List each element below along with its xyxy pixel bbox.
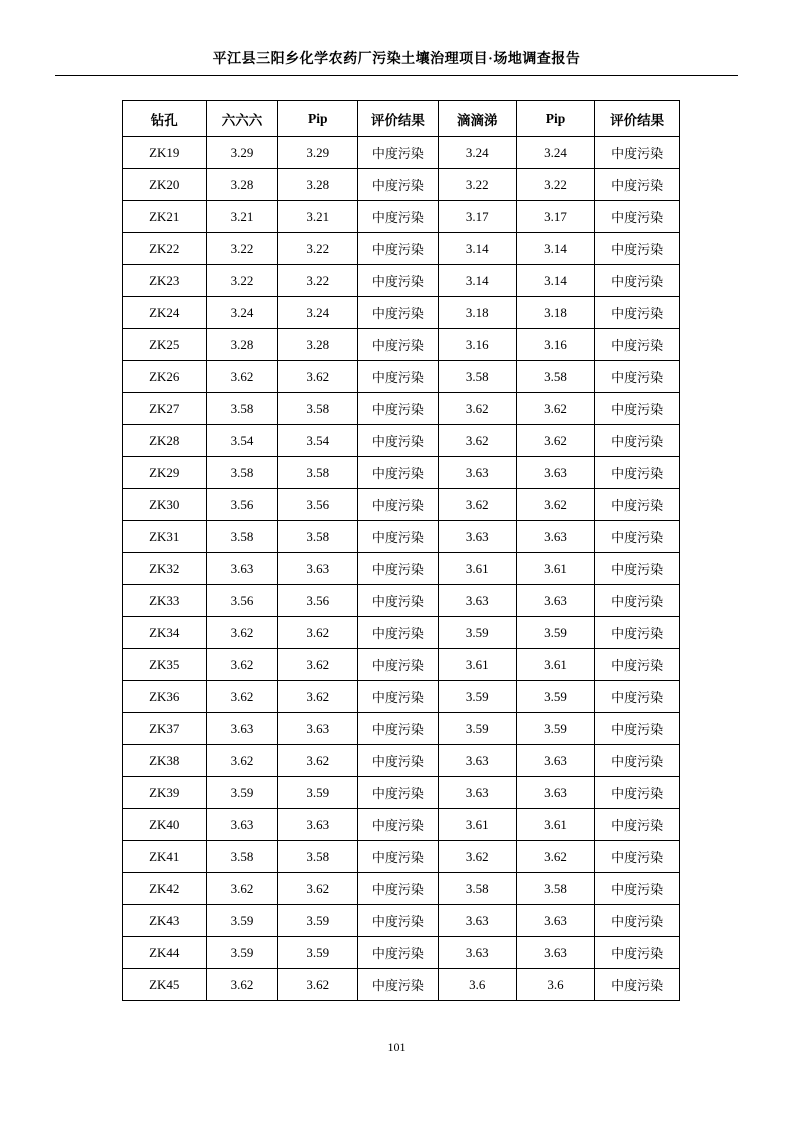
- pip-value-cell-1: 3.29: [278, 137, 358, 169]
- bhc-value-cell: 3.58: [206, 393, 278, 425]
- evaluation-cell-1: 中度污染: [358, 873, 439, 905]
- drillhole-id-cell: ZK28: [123, 425, 207, 457]
- bhc-value-cell: 3.63: [206, 713, 278, 745]
- pip-value-cell-1: 3.22: [278, 265, 358, 297]
- ddt-value-cell: 3.63: [438, 777, 516, 809]
- evaluation-cell-1: 中度污染: [358, 201, 439, 233]
- evaluation-cell-2: 中度污染: [595, 617, 680, 649]
- drillhole-id-cell: ZK24: [123, 297, 207, 329]
- ddt-value-cell: 3.61: [438, 809, 516, 841]
- pip-value-cell-2: 3.63: [516, 937, 595, 969]
- evaluation-cell-2: 中度污染: [595, 937, 680, 969]
- bhc-value-cell: 3.29: [206, 137, 278, 169]
- pip-value-cell-2: 3.62: [516, 425, 595, 457]
- evaluation-cell-1: 中度污染: [358, 393, 439, 425]
- pip-value-cell-2: 3.59: [516, 617, 595, 649]
- evaluation-cell-2: 中度污染: [595, 265, 680, 297]
- ddt-value-cell: 3.63: [438, 905, 516, 937]
- header-title: 平江县三阳乡化学农药厂污染土壤治理项目·场地调查报告: [212, 52, 581, 67]
- evaluation-cell-1: 中度污染: [358, 457, 439, 489]
- ddt-value-cell: 3.63: [438, 521, 516, 553]
- bhc-value-cell: 3.22: [206, 265, 278, 297]
- pip-value-cell-1: 3.54: [278, 425, 358, 457]
- evaluation-cell-2: 中度污染: [595, 137, 680, 169]
- evaluation-cell-2: 中度污染: [595, 873, 680, 905]
- pip-value-cell-2: 3.61: [516, 553, 595, 585]
- table-row: [123, 681, 680, 713]
- pip-value-cell-1: 3.58: [278, 521, 358, 553]
- pip-value-cell-1: 3.62: [278, 681, 358, 713]
- table-row: [123, 297, 680, 329]
- bhc-value-cell: 3.62: [206, 969, 278, 1001]
- pip-value-cell-2: 3.58: [516, 873, 595, 905]
- ddt-value-cell: 3.14: [438, 233, 516, 265]
- evaluation-cell-2: 中度污染: [595, 649, 680, 681]
- evaluation-cell-1: 中度污染: [358, 681, 439, 713]
- table-row: [123, 937, 680, 969]
- table-row: [123, 841, 680, 873]
- table-row: [123, 809, 680, 841]
- bhc-value-cell: 3.28: [206, 169, 278, 201]
- bhc-value-cell: 3.54: [206, 425, 278, 457]
- table-row: [123, 873, 680, 905]
- pip-value-cell-2: 3.62: [516, 841, 595, 873]
- table-row: [123, 905, 680, 937]
- pip-value-cell-2: 3.24: [516, 137, 595, 169]
- pip-value-cell-1: 3.58: [278, 393, 358, 425]
- table-body: [123, 137, 680, 1001]
- ddt-value-cell: 3.62: [438, 841, 516, 873]
- pip-value-cell-2: 3.59: [516, 713, 595, 745]
- evaluation-cell-2: 中度污染: [595, 297, 680, 329]
- pip-value-cell-1: 3.21: [278, 201, 358, 233]
- evaluation-cell-1: 中度污染: [358, 777, 439, 809]
- drillhole-id-cell: ZK30: [123, 489, 207, 521]
- evaluation-cell-1: 中度污染: [358, 905, 439, 937]
- pip-value-cell-1: 3.63: [278, 809, 358, 841]
- pip-value-cell-1: 3.62: [278, 361, 358, 393]
- bhc-value-cell: 3.62: [206, 361, 278, 393]
- pip-value-cell-1: 3.62: [278, 649, 358, 681]
- drillhole-id-cell: ZK27: [123, 393, 207, 425]
- bhc-value-cell: 3.63: [206, 809, 278, 841]
- ddt-value-cell: 3.14: [438, 265, 516, 297]
- pip-value-cell-2: 3.62: [516, 489, 595, 521]
- evaluation-cell-1: 中度污染: [358, 553, 439, 585]
- pip-value-cell-2: 3.59: [516, 681, 595, 713]
- evaluation-cell-2: 中度污染: [595, 905, 680, 937]
- drillhole-id-cell: ZK35: [123, 649, 207, 681]
- pip-value-cell-2: 3.63: [516, 905, 595, 937]
- bhc-value-cell: 3.56: [206, 585, 278, 617]
- evaluation-cell-1: 中度污染: [358, 137, 439, 169]
- drillhole-id-cell: ZK38: [123, 745, 207, 777]
- column-header-pip-2: Pip: [516, 101, 595, 137]
- ddt-value-cell: 3.63: [438, 937, 516, 969]
- evaluation-cell-2: 中度污染: [595, 361, 680, 393]
- bhc-value-cell: 3.58: [206, 521, 278, 553]
- ddt-value-cell: 3.16: [438, 329, 516, 361]
- evaluation-cell-1: 中度污染: [358, 937, 439, 969]
- drillhole-id-cell: ZK25: [123, 329, 207, 361]
- ddt-value-cell: 3.22: [438, 169, 516, 201]
- pip-value-cell-2: 3.63: [516, 777, 595, 809]
- pip-value-cell-1: 3.28: [278, 329, 358, 361]
- drillhole-id-cell: ZK39: [123, 777, 207, 809]
- evaluation-cell-2: 中度污染: [595, 169, 680, 201]
- pip-value-cell-2: 3.22: [516, 169, 595, 201]
- column-header-ddt: 滴滴涕: [438, 101, 516, 137]
- table-row: [123, 521, 680, 553]
- evaluation-cell-1: 中度污染: [358, 745, 439, 777]
- ddt-value-cell: 3.59: [438, 681, 516, 713]
- column-header-pip-1: Pip: [278, 101, 358, 137]
- table-row: [123, 713, 680, 745]
- drillhole-id-cell: ZK21: [123, 201, 207, 233]
- evaluation-cell-2: 中度污染: [595, 233, 680, 265]
- evaluation-cell-1: 中度污染: [358, 489, 439, 521]
- pip-value-cell-2: 3.61: [516, 809, 595, 841]
- table-row: [123, 201, 680, 233]
- pip-value-cell-1: 3.62: [278, 617, 358, 649]
- drillhole-id-cell: ZK33: [123, 585, 207, 617]
- bhc-value-cell: 3.62: [206, 745, 278, 777]
- bhc-value-cell: 3.62: [206, 681, 278, 713]
- drillhole-id-cell: ZK31: [123, 521, 207, 553]
- evaluation-cell-2: 中度污染: [595, 969, 680, 1001]
- table-row: [123, 745, 680, 777]
- pip-value-cell-2: 3.58: [516, 361, 595, 393]
- pip-value-cell-1: 3.62: [278, 969, 358, 1001]
- drillhole-id-cell: ZK34: [123, 617, 207, 649]
- evaluation-cell-1: 中度污染: [358, 233, 439, 265]
- bhc-value-cell: 3.22: [206, 233, 278, 265]
- page-header: [55, 48, 738, 76]
- table-row: [123, 393, 680, 425]
- pip-value-cell-1: 3.56: [278, 585, 358, 617]
- pip-value-cell-1: 3.22: [278, 233, 358, 265]
- bhc-value-cell: 3.21: [206, 201, 278, 233]
- pip-value-cell-1: 3.58: [278, 457, 358, 489]
- evaluation-cell-2: 中度污染: [595, 425, 680, 457]
- pip-value-cell-1: 3.59: [278, 777, 358, 809]
- ddt-value-cell: 3.59: [438, 617, 516, 649]
- evaluation-cell-2: 中度污染: [595, 393, 680, 425]
- pip-value-cell-2: 3.14: [516, 233, 595, 265]
- ddt-value-cell: 3.24: [438, 137, 516, 169]
- evaluation-cell-2: 中度污染: [595, 553, 680, 585]
- pip-value-cell-1: 3.56: [278, 489, 358, 521]
- evaluation-cell-1: 中度污染: [358, 521, 439, 553]
- table-row: [123, 425, 680, 457]
- pip-value-cell-1: 3.24: [278, 297, 358, 329]
- bhc-value-cell: 3.62: [206, 873, 278, 905]
- ddt-value-cell: 3.63: [438, 585, 516, 617]
- ddt-value-cell: 3.6: [438, 969, 516, 1001]
- ddt-value-cell: 3.61: [438, 553, 516, 585]
- drillhole-id-cell: ZK19: [123, 137, 207, 169]
- evaluation-cell-2: 中度污染: [595, 521, 680, 553]
- ddt-value-cell: 3.62: [438, 393, 516, 425]
- table-header-row: [123, 101, 680, 137]
- drillhole-id-cell: ZK43: [123, 905, 207, 937]
- bhc-value-cell: 3.63: [206, 553, 278, 585]
- drillhole-id-cell: ZK29: [123, 457, 207, 489]
- evaluation-cell-1: 中度污染: [358, 969, 439, 1001]
- pip-value-cell-2: 3.16: [516, 329, 595, 361]
- drillhole-id-cell: ZK44: [123, 937, 207, 969]
- evaluation-cell-2: 中度污染: [595, 201, 680, 233]
- evaluation-cell-2: 中度污染: [595, 329, 680, 361]
- bhc-value-cell: 3.59: [206, 937, 278, 969]
- ddt-value-cell: 3.62: [438, 489, 516, 521]
- evaluation-cell-1: 中度污染: [358, 809, 439, 841]
- ddt-value-cell: 3.18: [438, 297, 516, 329]
- evaluation-cell-2: 中度污染: [595, 713, 680, 745]
- drillhole-id-cell: ZK42: [123, 873, 207, 905]
- bhc-value-cell: 3.62: [206, 617, 278, 649]
- drillhole-id-cell: ZK26: [123, 361, 207, 393]
- ddt-value-cell: 3.17: [438, 201, 516, 233]
- pip-value-cell-2: 3.14: [516, 265, 595, 297]
- pip-value-cell-2: 3.63: [516, 457, 595, 489]
- table-row: [123, 777, 680, 809]
- page-footer: [0, 1040, 793, 1055]
- table-row: [123, 585, 680, 617]
- pip-value-cell-2: 3.6: [516, 969, 595, 1001]
- evaluation-cell-1: 中度污染: [358, 713, 439, 745]
- bhc-value-cell: 3.59: [206, 777, 278, 809]
- bhc-value-cell: 3.59: [206, 905, 278, 937]
- evaluation-cell-1: 中度污染: [358, 585, 439, 617]
- evaluation-cell-1: 中度污染: [358, 297, 439, 329]
- bhc-value-cell: 3.62: [206, 649, 278, 681]
- evaluation-cell-1: 中度污染: [358, 361, 439, 393]
- column-header-drillhole: 钻孔: [123, 101, 207, 137]
- table-row: [123, 169, 680, 201]
- table-row: [123, 617, 680, 649]
- table-row: [123, 969, 680, 1001]
- drillhole-id-cell: ZK22: [123, 233, 207, 265]
- table-row: [123, 329, 680, 361]
- drillhole-id-cell: ZK41: [123, 841, 207, 873]
- table-row: [123, 265, 680, 297]
- pip-value-cell-1: 3.63: [278, 553, 358, 585]
- table-row: [123, 233, 680, 265]
- drillhole-id-cell: ZK20: [123, 169, 207, 201]
- pip-value-cell-1: 3.59: [278, 937, 358, 969]
- pip-value-cell-1: 3.58: [278, 841, 358, 873]
- pip-value-cell-1: 3.59: [278, 905, 358, 937]
- pip-value-cell-1: 3.28: [278, 169, 358, 201]
- evaluation-cell-1: 中度污染: [358, 329, 439, 361]
- evaluation-cell-2: 中度污染: [595, 457, 680, 489]
- pip-value-cell-1: 3.62: [278, 745, 358, 777]
- ddt-value-cell: 3.61: [438, 649, 516, 681]
- table-row: [123, 361, 680, 393]
- evaluation-cell-2: 中度污染: [595, 489, 680, 521]
- page-number: 101: [387, 1040, 406, 1054]
- drillhole-id-cell: ZK45: [123, 969, 207, 1001]
- drillhole-id-cell: ZK40: [123, 809, 207, 841]
- drillhole-id-cell: ZK23: [123, 265, 207, 297]
- evaluation-cell-2: 中度污染: [595, 777, 680, 809]
- pip-value-cell-2: 3.63: [516, 585, 595, 617]
- bhc-value-cell: 3.58: [206, 841, 278, 873]
- evaluation-cell-1: 中度污染: [358, 841, 439, 873]
- column-header-evaluation-2: 评价结果: [595, 101, 680, 137]
- pip-value-cell-2: 3.17: [516, 201, 595, 233]
- pip-value-cell-2: 3.18: [516, 297, 595, 329]
- pip-value-cell-2: 3.63: [516, 745, 595, 777]
- pip-value-cell-2: 3.62: [516, 393, 595, 425]
- table-row: [123, 649, 680, 681]
- ddt-value-cell: 3.58: [438, 873, 516, 905]
- pip-value-cell-1: 3.63: [278, 713, 358, 745]
- evaluation-cell-2: 中度污染: [595, 681, 680, 713]
- ddt-value-cell: 3.59: [438, 713, 516, 745]
- evaluation-cell-2: 中度污染: [595, 841, 680, 873]
- pip-value-cell-2: 3.63: [516, 521, 595, 553]
- pip-value-cell-1: 3.62: [278, 873, 358, 905]
- column-header-bhc: 六六六: [206, 101, 278, 137]
- ddt-value-cell: 3.63: [438, 457, 516, 489]
- drillhole-id-cell: ZK37: [123, 713, 207, 745]
- evaluation-cell-1: 中度污染: [358, 649, 439, 681]
- evaluation-cell-1: 中度污染: [358, 265, 439, 297]
- bhc-value-cell: 3.58: [206, 457, 278, 489]
- evaluation-cell-2: 中度污染: [595, 585, 680, 617]
- bhc-value-cell: 3.28: [206, 329, 278, 361]
- evaluation-cell-2: 中度污染: [595, 809, 680, 841]
- ddt-value-cell: 3.58: [438, 361, 516, 393]
- evaluation-cell-1: 中度污染: [358, 425, 439, 457]
- bhc-value-cell: 3.56: [206, 489, 278, 521]
- table-row: [123, 553, 680, 585]
- column-header-evaluation-1: 评价结果: [358, 101, 439, 137]
- table-row: [123, 457, 680, 489]
- bhc-value-cell: 3.24: [206, 297, 278, 329]
- drillhole-id-cell: ZK36: [123, 681, 207, 713]
- pip-value-cell-2: 3.61: [516, 649, 595, 681]
- table-row: [123, 489, 680, 521]
- pollution-results-table: [122, 100, 680, 1001]
- ddt-value-cell: 3.62: [438, 425, 516, 457]
- evaluation-cell-1: 中度污染: [358, 169, 439, 201]
- ddt-value-cell: 3.63: [438, 745, 516, 777]
- evaluation-cell-2: 中度污染: [595, 745, 680, 777]
- drillhole-id-cell: ZK32: [123, 553, 207, 585]
- evaluation-cell-1: 中度污染: [358, 617, 439, 649]
- table-row: [123, 137, 680, 169]
